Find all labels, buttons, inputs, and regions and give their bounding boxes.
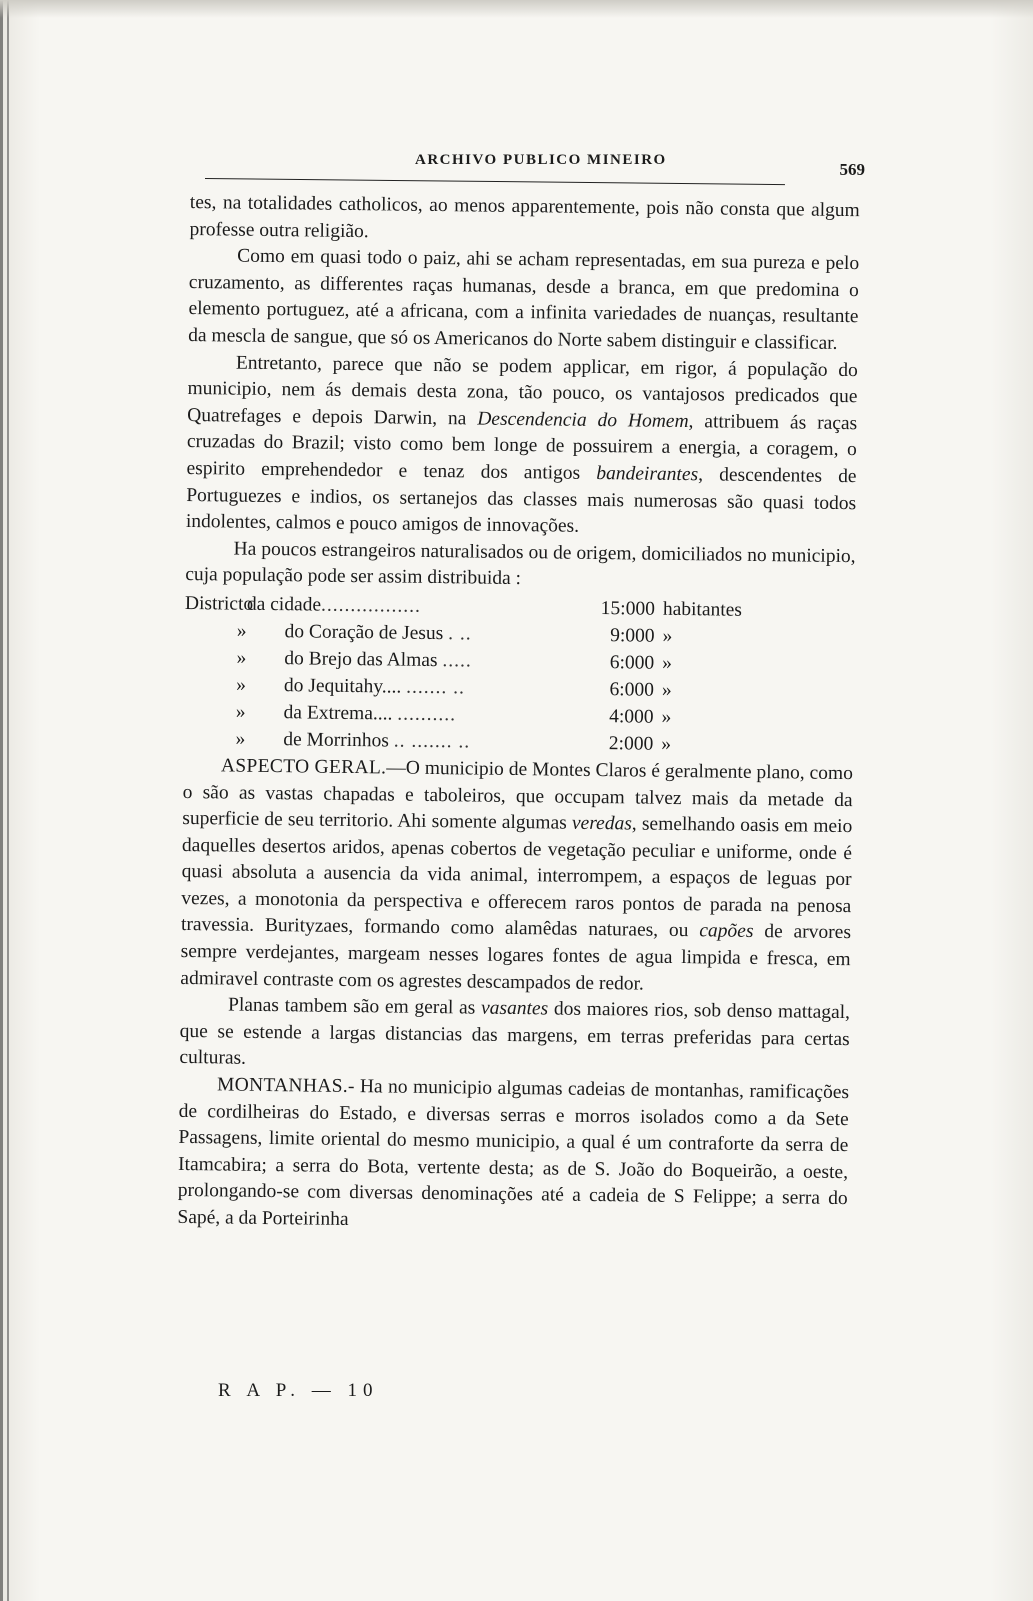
text-run: dos maiores rios, sob denso mattagal, que se estende a largas distancias das margens, em terras preferidas para certas culturas. bbox=[179, 998, 851, 1070]
text-run: - Ha no municipio algumas cadeias de montanhas, ramificações de cordilheiras do Estado, e diversas serras e morros isolados como a da Sete Passagens, limite oriental do mesmo municipio, a qual é um contraforte da serra de Itamcabira; a serra do Bota, vertente desta; as de S. João do Boqueirão, a oeste, prolongando-se com diversas denominações até a cadeia de S Felippe; a serra do Sapé, a da Porteirinha bbox=[177, 1076, 850, 1231]
ditto-mark: » bbox=[236, 620, 247, 642]
page-edge-shadow bbox=[0, 0, 14, 1601]
district-name bbox=[284, 619, 584, 649]
section-heading: ASPECTO GERAL. bbox=[220, 755, 387, 779]
ditto-mark: » bbox=[235, 728, 246, 750]
page-top-shadow bbox=[0, 0, 1033, 18]
district-label: do Brejo das Almas bbox=[284, 648, 438, 671]
italic-term: vasantes bbox=[480, 997, 549, 1020]
ditto-mark: » bbox=[662, 652, 673, 674]
paragraph-montanhas bbox=[177, 1072, 849, 1240]
signature-mark: R A P. — 10 bbox=[218, 1380, 379, 1401]
header-rule bbox=[205, 178, 785, 185]
leader-dots: ..... bbox=[442, 650, 472, 672]
district-label: da Extrema.... bbox=[283, 702, 393, 725]
section-heading: MONTANHAS. bbox=[216, 1074, 349, 1098]
text-run: Planas tambem são em geral as bbox=[227, 994, 482, 1019]
paragraph-planas bbox=[179, 992, 850, 1080]
page-number: 569 bbox=[839, 160, 865, 179]
district-name bbox=[247, 592, 585, 623]
population-table bbox=[183, 591, 855, 761]
text-run: , descendentes de Portuguezes e indios, os sertanejos das classes mais numerosas são quasi todos indolentes, calmos e pouco amigos de innovações. bbox=[185, 464, 857, 537]
paragraph-racas: Como em quasi todo o paiz, ahi se acham representadas, em sua pureza e pelo cruzamento, as differentes raças humanas, desde a branca, em que predomina o elemento portuguez, até a africana, com a infinita variedades de nuanças, resultante da mescla de sangue, que só os Americanos do Norte sabem distinguir e classificar. bbox=[188, 245, 860, 354]
text-run: —O municipio de Montes Claros é geralmente plano, como o são as vastas chapadas e taboleiros, que occupam talvez mais da metade da superficie de seu territorio. Ahi somente algumas bbox=[182, 757, 854, 834]
population-value: 9:000 bbox=[610, 625, 655, 647]
paragraph-continuation: tes, na totalidades catholicos, ao menos apparentemente, pois não consta que algum professe outra religião. bbox=[189, 191, 860, 242]
ditto-mark: » bbox=[662, 625, 673, 647]
population-value: 15:000 bbox=[600, 597, 656, 620]
leader-dots: ................. bbox=[320, 594, 422, 617]
body-text bbox=[177, 190, 860, 1240]
italic-term: veredas bbox=[571, 812, 632, 835]
ditto-mark: » bbox=[661, 706, 672, 728]
leader-dots: .......... bbox=[397, 703, 457, 726]
district-name bbox=[283, 700, 583, 730]
italic-term: bandeirantes bbox=[596, 462, 699, 486]
population-value: 4:000 bbox=[609, 706, 654, 728]
population-value: 2:000 bbox=[608, 733, 654, 755]
row-label: Districto bbox=[184, 592, 254, 615]
text-run: Entretanto, parece que não se podem applicar, em rigor, á população do municipio, nem ás demais desta zona, tão pouco, os vantajosos predicados que Quatrefages e depois Darwin, na bbox=[187, 352, 858, 430]
ditto-mark: » bbox=[661, 733, 672, 755]
district-label: da cidade bbox=[246, 593, 322, 616]
district-label: de Morrinhos bbox=[283, 729, 390, 752]
text-run: , semelhando oasis em meio daquelles desertos aridos, apenas cobertos de vegetação peculiar e uniforme, onde é quasi absoluta a ausencia da vida animal, interrompem, a espaços de leguas por vezes, a monotonia da perspectiva e offerecem raros pontos de parada na penosa travessia. Burityzaes, formando como alamêdas naturaes, ou bbox=[180, 813, 853, 942]
district-label: do Jequitahy.... bbox=[283, 675, 402, 698]
ditto-mark: » bbox=[236, 674, 247, 696]
ditto-mark: » bbox=[235, 701, 246, 723]
running-header bbox=[205, 150, 865, 190]
leader-dots: ....... .. bbox=[406, 676, 466, 699]
leader-dots: . .. bbox=[448, 623, 472, 645]
district-name bbox=[283, 727, 583, 757]
paragraph-estrangeiros: Ha poucos estrangeiros naturalisados ou de origem, domiciliados no municipio, cuja população pode ser assim distribuida : bbox=[185, 538, 856, 590]
ditto-mark: » bbox=[661, 679, 672, 701]
district-name bbox=[284, 673, 584, 703]
population-value: 6:000 bbox=[609, 679, 655, 701]
text-run: , attribuem ás raças cruzadas do Brazil; visto como bem longe de possuirem a energia, a coragem, o espirito emprehendedor e tenaz dos antigos bbox=[186, 410, 858, 484]
paragraph-entretanto bbox=[186, 350, 858, 544]
population-value: 6:000 bbox=[609, 652, 655, 674]
paragraph-aspecto-geral bbox=[180, 753, 853, 1001]
header-title: ARCHIVO PUBLICO MINEIRO bbox=[415, 152, 667, 168]
italic-term: capões bbox=[699, 920, 754, 943]
book-title: Descendencia do Homem bbox=[477, 408, 689, 432]
unit-label: habitantes bbox=[662, 598, 743, 621]
district-name bbox=[284, 646, 584, 676]
leader-dots: .. ....... .. bbox=[393, 730, 471, 753]
district-label: do Coração de Jesus bbox=[284, 621, 444, 645]
text-run: de arvores sempre verdejantes, margeam nesses logares fontes de agua limpida e fresca, em admiravel contraste com os agrestes descampados de redor. bbox=[180, 921, 852, 995]
ditto-mark: » bbox=[236, 647, 247, 669]
